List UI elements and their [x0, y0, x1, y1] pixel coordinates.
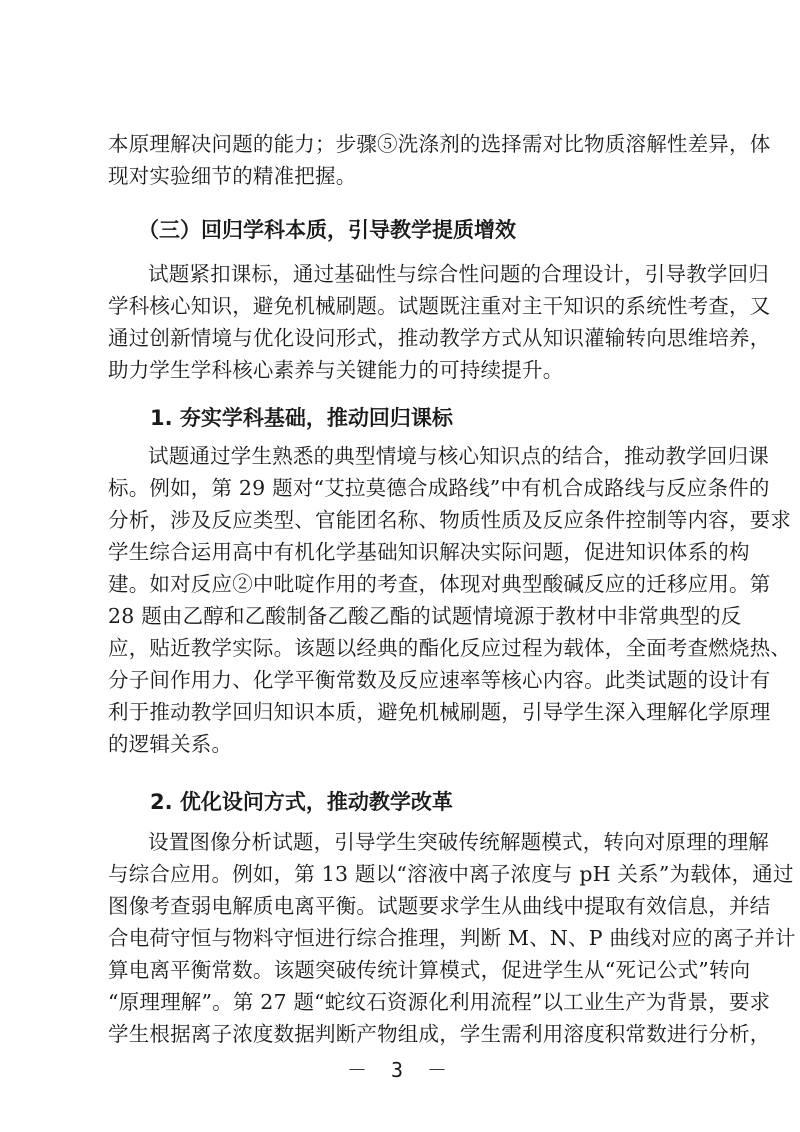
- paragraph-line: 试题紧扣课标，通过基础性与综合性问题的合理设计，引导教学回归: [148, 262, 769, 286]
- paragraph-line: 合电荷守恒与物料守恒进行综合推理，判断 M、N、P 曲线对应的离子并计: [108, 926, 796, 950]
- paragraph-line: 本原理解决问题的能力；步骤⑤洗涤剂的选择需对比物质溶解性差异，体: [108, 132, 771, 156]
- paragraph-line: 设置图像分析试题，引导学生突破传统解题模式，转向对原理的理解: [148, 830, 769, 854]
- paragraph-line: 试题通过学生熟悉的典型情境与核心知识点的结合，推动教学回归课: [148, 444, 769, 468]
- paragraph-line: 图像考查弱电解质电离平衡。试题要求学生从曲线中提取有效信息，并结: [108, 894, 771, 918]
- paragraph-line: 建。如对反应②中吡啶作用的考查，体现对典型酸碱反应的迁移应用。第: [108, 572, 771, 596]
- page-number: － 3 －: [346, 1058, 454, 1082]
- paragraph-line: 28 题由乙醇和乙酸制备乙酸乙酯的试题情境源于教材中非常典型的反: [108, 604, 742, 628]
- paragraph-line: 分子间作用力、化学平衡常数及反应速率等核心内容。此类试题的设计有: [108, 668, 771, 692]
- paragraph-line: “原理理解”。第 27 题“蛇纹石资源化利用流程”以工业生产为背景，要求: [108, 990, 771, 1014]
- paragraph-line: 分析，涉及反应类型、官能团名称、物质性质及反应条件控制等内容，要求: [108, 508, 792, 532]
- subsection-heading: 2. 优化设问方式，推动教学改革: [150, 790, 453, 814]
- paragraph-line: 标。例如，第 29 题对“艾拉莫德合成路线”中有机合成路线与反应条件的: [108, 476, 770, 500]
- paragraph-line: 现对实验细节的精准把握。: [108, 164, 357, 188]
- subsection-heading: 1. 夯实学科基础，推动回归课标: [150, 406, 453, 430]
- paragraph-line: 应，贴近教学实际。该题以经典的酯化反应过程为载体，全面考查燃烧热、: [108, 636, 792, 660]
- paragraph-line: 学生综合运用高中有机化学基础知识解决实际问题，促进知识体系的构: [108, 540, 750, 564]
- paragraph-line: 与综合应用。例如，第 13 题以“溶液中离子浓度与 pH 关系”为载体，通过: [108, 862, 794, 886]
- paragraph-line: 利于推动教学回归知识本质，避免机械刷题，引导学生深入理解化学原理: [108, 700, 771, 724]
- paragraph-line: 的逻辑关系。: [108, 732, 233, 756]
- paragraph-line: 算电离平衡常数。该题突破传统计算模式，促进学生从“死记公式”转向: [108, 958, 751, 982]
- paragraph-line: 助力学生学科核心素养与关键能力的可持续提升。: [108, 358, 564, 382]
- paragraph-line: 学生根据离子浓度数据判断产物组成，学生需利用溶度积常数进行分析，: [108, 1022, 771, 1046]
- paragraph-line: 学科核心知识，避免机械刷题。试题既注重对主干知识的系统性考查，又: [108, 294, 771, 318]
- section-heading: （三）回归学科本质，引导教学提质增效: [138, 218, 516, 242]
- paragraph-line: 通过创新情境与优化设问形式，推动教学方式从知识灌输转向思维培养，: [108, 326, 771, 350]
